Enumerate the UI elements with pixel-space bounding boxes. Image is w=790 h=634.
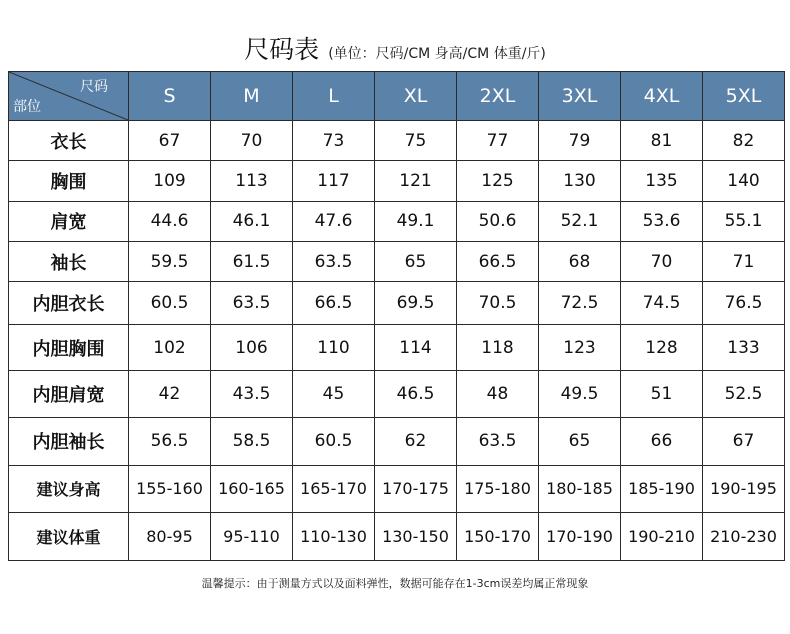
row-label: 胸围 bbox=[9, 161, 129, 201]
table-row bbox=[9, 201, 785, 241]
table-cell: 170-190 bbox=[539, 512, 621, 560]
table-cell: 50.6 bbox=[457, 201, 539, 241]
table-cell: 67 bbox=[129, 121, 211, 161]
table-row bbox=[9, 121, 785, 161]
size-header: 5XL bbox=[703, 72, 785, 121]
table-cell: 80-95 bbox=[129, 512, 211, 560]
table-cell: 61.5 bbox=[211, 242, 293, 282]
table-cell: 135 bbox=[621, 161, 703, 201]
table-cell: 125 bbox=[457, 161, 539, 201]
table-cell: 70 bbox=[621, 242, 703, 282]
table-cell: 79 bbox=[539, 121, 621, 161]
table-cell: 53.6 bbox=[621, 201, 703, 241]
header-row bbox=[9, 72, 785, 121]
row-label: 肩宽 bbox=[9, 201, 129, 241]
table-row bbox=[9, 371, 785, 417]
table-cell: 43.5 bbox=[211, 371, 293, 417]
table-cell: 63.5 bbox=[293, 242, 375, 282]
size-header: L bbox=[293, 72, 375, 121]
table-cell: 52.5 bbox=[703, 371, 785, 417]
table-cell: 170-175 bbox=[375, 466, 457, 512]
table-cell: 49.1 bbox=[375, 201, 457, 241]
table-cell: 121 bbox=[375, 161, 457, 201]
row-label: 内胆袖长 bbox=[9, 417, 129, 465]
table-cell: 72.5 bbox=[539, 282, 621, 324]
table-cell: 190-210 bbox=[621, 512, 703, 560]
table-cell: 128 bbox=[621, 324, 703, 370]
table-cell: 73 bbox=[293, 121, 375, 161]
table-cell: 59.5 bbox=[129, 242, 211, 282]
table-cell: 81 bbox=[621, 121, 703, 161]
table-cell: 65 bbox=[539, 417, 621, 465]
table-cell: 52.1 bbox=[539, 201, 621, 241]
row-label: 袖长 bbox=[9, 242, 129, 282]
table-cell: 130 bbox=[539, 161, 621, 201]
row-label: 建议体重 bbox=[9, 512, 129, 560]
table-cell: 60.5 bbox=[129, 282, 211, 324]
table-cell: 66.5 bbox=[457, 242, 539, 282]
table-cell: 160-165 bbox=[211, 466, 293, 512]
table-cell: 210-230 bbox=[703, 512, 785, 560]
table-cell: 60.5 bbox=[293, 417, 375, 465]
table-cell: 185-190 bbox=[621, 466, 703, 512]
table-cell: 77 bbox=[457, 121, 539, 161]
table-cell: 46.5 bbox=[375, 371, 457, 417]
size-header: 4XL bbox=[621, 72, 703, 121]
table-cell: 51 bbox=[621, 371, 703, 417]
title-main: 尺码表 bbox=[244, 35, 320, 64]
size-header: S bbox=[129, 72, 211, 121]
table-cell: 82 bbox=[703, 121, 785, 161]
size-chart-table bbox=[8, 71, 785, 561]
table-cell: 102 bbox=[129, 324, 211, 370]
table-cell: 190-195 bbox=[703, 466, 785, 512]
size-header: XL bbox=[375, 72, 457, 121]
table-cell: 175-180 bbox=[457, 466, 539, 512]
table-cell: 106 bbox=[211, 324, 293, 370]
table-row bbox=[9, 417, 785, 465]
table-cell: 71 bbox=[703, 242, 785, 282]
table-cell: 56.5 bbox=[129, 417, 211, 465]
table-cell: 70.5 bbox=[457, 282, 539, 324]
corner-label-part: 部位 bbox=[13, 99, 41, 115]
table-cell: 123 bbox=[539, 324, 621, 370]
table-cell: 44.6 bbox=[129, 201, 211, 241]
table-cell: 180-185 bbox=[539, 466, 621, 512]
table-row bbox=[9, 242, 785, 282]
table-cell: 46.1 bbox=[211, 201, 293, 241]
page-title bbox=[0, 30, 790, 66]
table-cell: 45 bbox=[293, 371, 375, 417]
table-row bbox=[9, 512, 785, 560]
table-cell: 74.5 bbox=[621, 282, 703, 324]
table-cell: 67 bbox=[703, 417, 785, 465]
table-cell: 55.1 bbox=[703, 201, 785, 241]
row-label: 内胆衣长 bbox=[9, 282, 129, 324]
corner-cell bbox=[9, 72, 129, 121]
table-cell: 58.5 bbox=[211, 417, 293, 465]
row-label: 衣长 bbox=[9, 121, 129, 161]
footnote-tip: 温馨提示：由于测量方式以及面料弹性，数据可能存在1-3cm误差均属正常现象 bbox=[201, 577, 589, 590]
table-cell: 49.5 bbox=[539, 371, 621, 417]
table-row bbox=[9, 161, 785, 201]
row-label: 内胆胸围 bbox=[9, 324, 129, 370]
table-cell: 165-170 bbox=[293, 466, 375, 512]
table-cell: 69.5 bbox=[375, 282, 457, 324]
table-cell: 63.5 bbox=[457, 417, 539, 465]
table-row bbox=[9, 466, 785, 512]
table-cell: 113 bbox=[211, 161, 293, 201]
table-cell: 65 bbox=[375, 242, 457, 282]
table-row bbox=[9, 282, 785, 324]
table-cell: 140 bbox=[703, 161, 785, 201]
size-header: 3XL bbox=[539, 72, 621, 121]
table-cell: 70 bbox=[211, 121, 293, 161]
table-cell: 155-160 bbox=[129, 466, 211, 512]
table-row bbox=[9, 324, 785, 370]
table-cell: 62 bbox=[375, 417, 457, 465]
size-header: 2XL bbox=[457, 72, 539, 121]
table-cell: 110-130 bbox=[293, 512, 375, 560]
table-cell: 76.5 bbox=[703, 282, 785, 324]
table-cell: 117 bbox=[293, 161, 375, 201]
table-cell: 150-170 bbox=[457, 512, 539, 560]
table-cell: 66.5 bbox=[293, 282, 375, 324]
table-cell: 68 bbox=[539, 242, 621, 282]
table-cell: 118 bbox=[457, 324, 539, 370]
title-unit-note: (单位：尺码/CM 身高/CM 体重/斤) bbox=[328, 46, 546, 62]
table-cell: 66 bbox=[621, 417, 703, 465]
table-cell: 109 bbox=[129, 161, 211, 201]
table-cell: 110 bbox=[293, 324, 375, 370]
table-cell: 133 bbox=[703, 324, 785, 370]
table-cell: 95-110 bbox=[211, 512, 293, 560]
corner-label-size: 尺码 bbox=[80, 79, 108, 95]
table-cell: 130-150 bbox=[375, 512, 457, 560]
size-header: M bbox=[211, 72, 293, 121]
row-label: 建议身高 bbox=[9, 466, 129, 512]
table-cell: 114 bbox=[375, 324, 457, 370]
table-cell: 63.5 bbox=[211, 282, 293, 324]
row-label: 内胆肩宽 bbox=[9, 371, 129, 417]
table-cell: 47.6 bbox=[293, 201, 375, 241]
table-cell: 75 bbox=[375, 121, 457, 161]
table-cell: 48 bbox=[457, 371, 539, 417]
table-cell: 42 bbox=[129, 371, 211, 417]
